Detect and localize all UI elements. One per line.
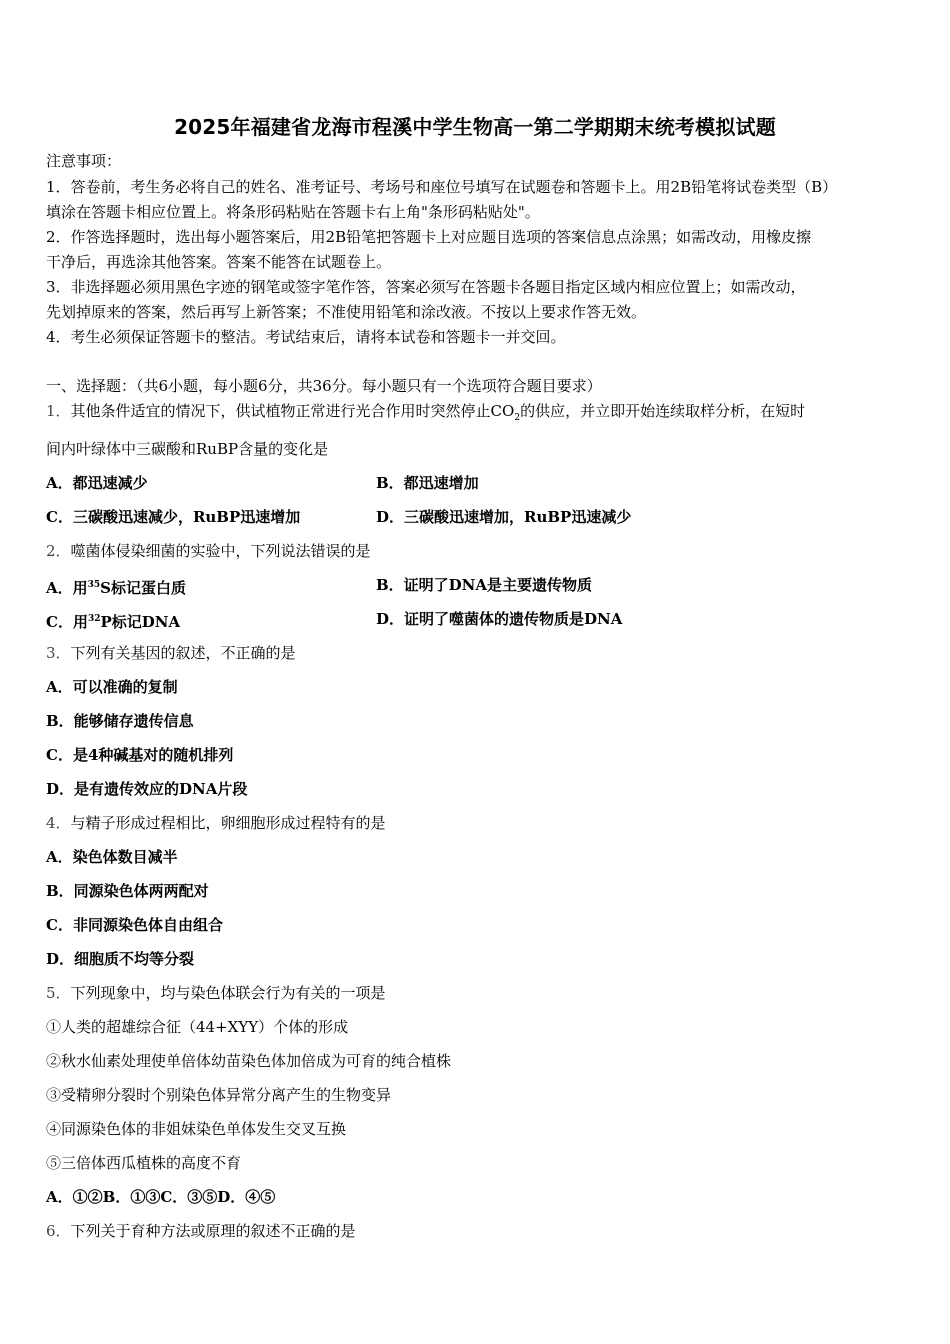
question-text: 其他条件适宜的情况下，供试植物正常进行光合作用时突然停止CO xyxy=(70,402,515,420)
question-number: 5． xyxy=(46,984,71,1002)
option-b: B．都迅速增加 xyxy=(376,474,479,492)
section-heading: 一、选择题：（共6小题，每小题6分，共36分。每小题只有一个选项符合题目要求） xyxy=(46,377,602,395)
question-number: 6． xyxy=(46,1222,71,1240)
option-b: B．能够储存遗传信息 xyxy=(46,712,194,730)
subscript: 2 xyxy=(514,413,521,423)
list-item: ④同源染色体的非姐妹染色单体发生交叉互换 xyxy=(46,1120,347,1138)
option-a: A．染色体数目减半 xyxy=(46,848,178,866)
option-c: C．非同源染色体自由组合 xyxy=(46,916,223,934)
question-4-stem xyxy=(46,814,386,832)
option-text: C．用 xyxy=(46,613,88,631)
question-2-stem xyxy=(46,542,371,560)
question-text: 与精子形成过程相比，卵细胞形成过程特有的是 xyxy=(70,814,386,832)
list-item: ②秋水仙素处理使单倍体幼苗染色体加倍成为可育的纯合植株 xyxy=(46,1052,452,1070)
question-1-stem xyxy=(46,402,805,427)
notice-line: 4．考生必须保证答题卡的整洁。考试结束后，请将本试卷和答题卡一并交回。 xyxy=(46,328,566,346)
option-d: D．是有遗传效应的DNA片段 xyxy=(46,780,248,798)
superscript: 32 xyxy=(87,614,101,624)
notice-line: 3．非选择题必须用黑色字迹的钢笔或签字笔作答，答案必须写在答题卡各题目指定区域内相应位置上；如需改动， xyxy=(46,278,806,296)
option-c: C．三碳酸迅速减少，RuBP迅速增加 xyxy=(46,508,301,526)
list-item: ③受精卵分裂时个别染色体异常分离产生的生物变异 xyxy=(46,1086,392,1104)
list-item: ⑤三倍体西瓜植株的高度不育 xyxy=(46,1154,242,1172)
question-number: 3． xyxy=(46,644,71,662)
question-number: 1． xyxy=(46,402,71,420)
notice-line: 填涂在答题卡相应位置上。将条形码粘贴在答题卡右上角"条形码粘贴处"。 xyxy=(46,203,540,221)
question-number: 4． xyxy=(46,814,71,832)
list-item: ①人类的超雄综合征（44+XYY）个体的形成 xyxy=(46,1018,349,1036)
question-text: 下列关于育种方法或原理的叙述不正确的是 xyxy=(70,1222,356,1240)
option-d: D．细胞质不均等分裂 xyxy=(46,950,195,968)
question-text: 的供应，并立即开始连续取样分析，在短时 xyxy=(520,402,806,420)
page-title: 2025年福建省龙海市程溪中学生物高一第二学期期末统考模拟试题 xyxy=(174,115,776,139)
option-text: S标记蛋白质 xyxy=(100,579,187,597)
option-c xyxy=(46,610,180,631)
notice-line: 先划掉原来的答案，然后再写上新答案；不准使用铅笔和涂改液。不按以上要求作答无效。 xyxy=(46,303,647,321)
option-b: B．同源染色体两两配对 xyxy=(46,882,209,900)
option-a: A．都迅速减少 xyxy=(46,474,148,492)
question-text: 噬菌体侵染细菌的实验中，下列说法错误的是 xyxy=(70,542,371,560)
option-d: D．证明了噬菌体的遗传物质是DNA xyxy=(376,610,623,628)
question-3-stem xyxy=(46,644,296,662)
notice-line: 1．答卷前，考生务必将自己的姓名、准考证号、考场号和座位号填写在试题卷和答题卡上。用2B铅笔将试卷类型（B） xyxy=(46,178,838,196)
question-1-stem-cont: 间内叶绿体中三碳酸和RuBP含量的变化是 xyxy=(46,440,329,458)
superscript: 35 xyxy=(87,580,101,590)
option-b: B．证明了DNA是主要遗传物质 xyxy=(376,576,593,594)
notice-line: 干净后，再选涂其他答案。答案不能答在试题卷上。 xyxy=(46,253,392,271)
question-5-stem xyxy=(46,984,386,1002)
question-text: 下列有关基因的叙述，不正确的是 xyxy=(70,644,296,662)
notice-heading: 注意事项： xyxy=(46,152,122,170)
option-a xyxy=(46,576,186,597)
question-6-stem xyxy=(46,1222,356,1240)
option-d: D．三碳酸迅速增加，RuBP迅速减少 xyxy=(376,508,632,526)
question-text: 下列现象中，均与染色体联会行为有关的一项是 xyxy=(70,984,386,1002)
option-text: A．用 xyxy=(46,579,88,597)
question-number: 2． xyxy=(46,542,71,560)
option-text: P标记DNA xyxy=(100,613,181,631)
option-a: A．可以准确的复制 xyxy=(46,678,178,696)
answer-options: A．①②B．①③C．③⑤D．④⑤ xyxy=(46,1188,276,1206)
notice-line: 2．作答选择题时，选出每小题答案后，用2B铅笔把答题卡上对应题目选项的答案信息点涂黑；如需改动，用橡皮擦 xyxy=(46,228,812,246)
option-c: C．是4种碱基对的随机排列 xyxy=(46,746,234,764)
